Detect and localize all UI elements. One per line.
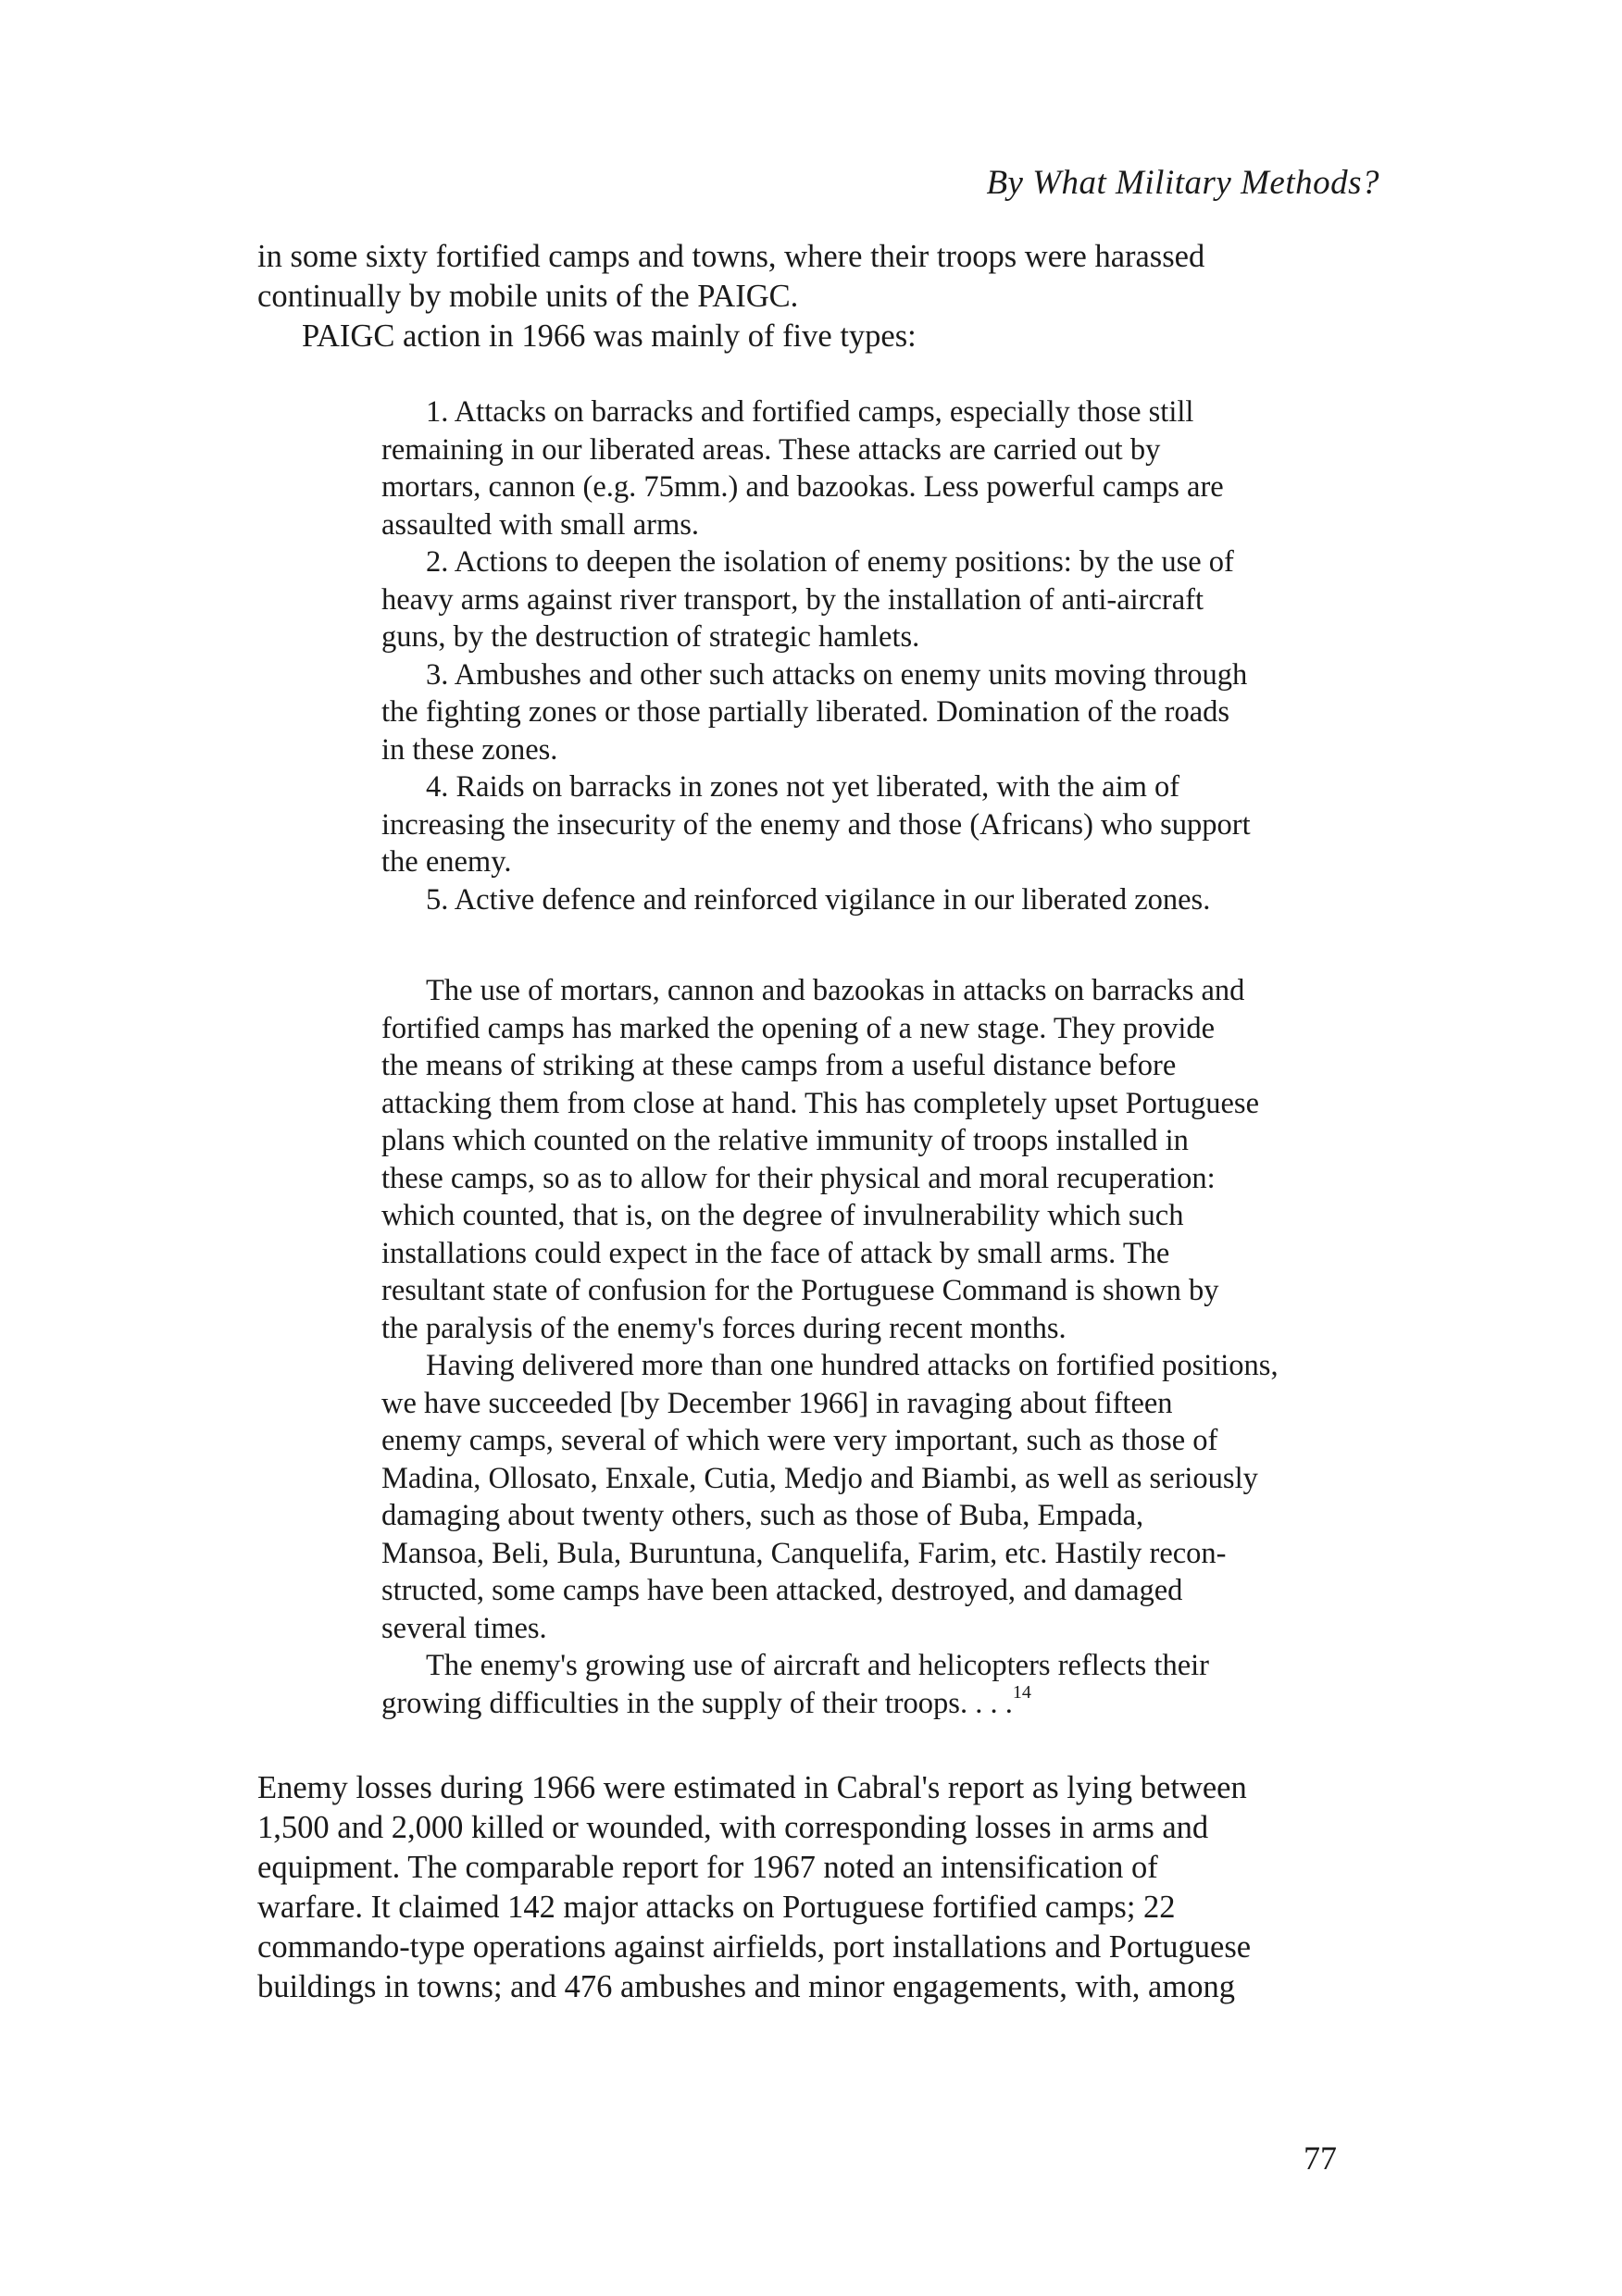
text-line: buildings in towns; and 476 ambushes and minor engagements, with, among [257,1969,1235,2004]
quote-line: attacking them from close at hand. This has completely upset Portuguese [381,1086,1259,1120]
list-item-1-line: mortars, cannon (e.g. 75mm.) and bazookas. Less powerful camps are [381,470,1224,504]
quote-line: Having delivered more than one hundred attacks on fortified positions, [426,1349,1279,1382]
list-item-5-line: 5. Active defence and reinforced vigilance in our liberated zones. [426,882,1211,917]
list-item-4-line: the enemy. [381,845,512,879]
quote-line: the means of striking at these camps from a useful distance before [381,1049,1177,1082]
quote-line: Mansoa, Beli, Bula, Buruntuna, Canquelifa, Farim, etc. Hastily recon- [381,1536,1227,1570]
quote-line: structed, some camps have been attacked, destroyed, and damaged [381,1574,1183,1607]
text-line: 1,500 and 2,000 killed or wounded, with corresponding losses in arms and [257,1810,1209,1845]
list-item-4-line: increasing the insecurity of the enemy and those (Africans) who support [381,807,1251,842]
text-line: PAIGC action in 1966 was mainly of five types: [302,318,917,354]
quote-line: which counted, that is, on the degree of invulnerability which such [381,1199,1184,1232]
quote-line: fortified camps has marked the opening of a new stage. They provide [381,1011,1216,1045]
quote-line: Madina, Ollosato, Enxale, Cutia, Medjo and Biambi, as well as seriously [381,1461,1258,1495]
list-item-1-line: remaining in our liberated areas. These attacks are carried out by [381,432,1161,467]
quote-line: plans which counted on the relative immunity of troops installed in [381,1124,1189,1157]
list-item-3-line: 3. Ambushes and other such attacks on enemy units moving through [426,657,1248,692]
numbered-list [381,393,1400,918]
text-line: warfare. It claimed 142 major attacks on Portuguese fortified camps; 22 [257,1890,1176,1925]
intro-paragraph [257,237,1389,356]
text-line: commando-type operations against airfields, port installations and Portuguese [257,1929,1252,1965]
list-item-1-line: 1. Attacks on barracks and fortified camps, especially those still [426,395,1194,429]
quote-line: the paralysis of the enemy's forces during recent months. [381,1311,1067,1345]
quote-line: these camps, so as to allow for their physical and moral recuperation: [381,1161,1216,1195]
list-item-1-line: assaulted with small arms. [381,507,699,542]
quoted-passage [381,972,1400,1726]
quote-line: The use of mortars, cannon and bazookas in attacks on barracks and [426,974,1245,1007]
page-number: 77 [1304,2140,1337,2177]
closing-paragraph [257,1768,1389,2007]
list-item-3-line: the fighting zones or those partially liberated. Domination of the roads [381,695,1230,729]
list-item-2-line: 2. Actions to deepen the isolation of enemy positions: by the use of [426,545,1234,579]
text-line: continually by mobile units of the PAIGC. [257,279,799,314]
quote-line: resultant state of confusion for the Portuguese Command is shown by [381,1274,1219,1307]
quote-line: several times. [381,1611,547,1645]
quote-line: enemy camps, several of which were very important, such as those of [381,1424,1218,1457]
quote-line: The enemy's growing use of aircraft and helicopters reflects their [426,1649,1209,1682]
list-item-3-line: in these zones. [381,732,558,767]
quote-line-with-footnote [381,1681,1400,1727]
list-item-4-line: 4. Raids on barracks in zones not yet liberated, with the aim of [426,770,1180,804]
footnote-reference: 14 [1012,1681,1031,1703]
quote-line: damaging about twenty others, such as those of Buba, Empada, [381,1499,1144,1532]
running-head: By What Military Methods? [986,164,1379,202]
quote-line: installations could expect in the face of attack by small arms. The [381,1236,1170,1270]
quote-line-text: growing difficulties in the supply of their troops. . . . [381,1686,1013,1720]
text-line: Enemy losses during 1966 were estimated in Cabral's report as lying between [257,1770,1247,1805]
text-line: in some sixty fortified camps and towns, where their troops were harassed [257,239,1205,274]
list-item-2-line: guns, by the destruction of strategic hamlets. [381,620,920,654]
text-line: equipment. The comparable report for 1967 noted an intensification of [257,1850,1158,1885]
quote-line: we have succeeded [by December 1966] in ravaging about fifteen [381,1386,1173,1420]
list-item-2-line: heavy arms against river transport, by the installation of anti-aircraft [381,582,1204,617]
